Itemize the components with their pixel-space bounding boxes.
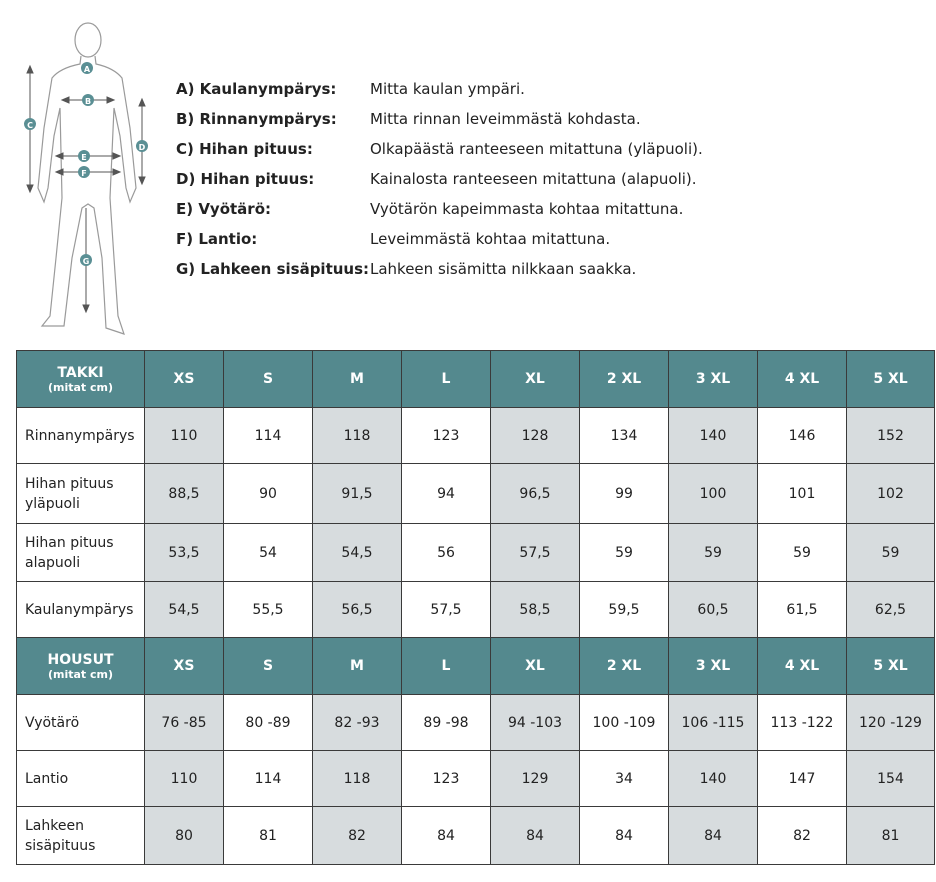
housut-header-row (17, 638, 935, 695)
table-cell: 110 (145, 751, 224, 807)
table-cell: 82 (758, 807, 847, 865)
table-cell: 147 (758, 751, 847, 807)
table-cell: 128 (491, 408, 580, 464)
table-cell: 34 (580, 751, 669, 807)
size-header-3: L (402, 638, 491, 695)
table-cell: 62,5 (847, 582, 935, 638)
marker-g-icon (80, 254, 92, 266)
size-header-0: XS (145, 351, 224, 408)
table-row (17, 695, 935, 751)
takki-header-title (17, 351, 145, 408)
marker-d-icon (136, 140, 148, 152)
table-cell: 84 (402, 807, 491, 865)
marker-c-label: C (27, 121, 33, 130)
housut-subtitle: (mitat cm) (47, 667, 114, 681)
marker-a-icon (81, 62, 93, 74)
row-label: Lantio (17, 751, 145, 807)
table-cell: 53,5 (145, 524, 224, 582)
legend-label: D) Hihan pituus: (176, 170, 315, 188)
table-cell: 114 (224, 408, 313, 464)
table-cell: 54,5 (145, 582, 224, 638)
marker-b-label: B (84, 97, 92, 106)
housut-header-title (17, 638, 145, 695)
table-cell: 59,5 (580, 582, 669, 638)
table-cell: 54 (224, 524, 313, 582)
table-cell: 91,5 (313, 464, 402, 524)
size-header-1: S (224, 638, 313, 695)
table-cell: 90 (224, 464, 313, 524)
row-label: Kaulanympärys (17, 582, 145, 638)
table-cell: 113 -122 (758, 695, 847, 751)
row-label: Lahkeen sisäpituus (17, 807, 145, 865)
legend-label: E) Vyötärö: (176, 200, 272, 218)
table-cell: 94 (402, 464, 491, 524)
table-cell: 59 (669, 524, 758, 582)
table-cell: 84 (491, 807, 580, 865)
table-cell: 101 (758, 464, 847, 524)
table-cell: 84 (669, 807, 758, 865)
table-cell: 55,5 (224, 582, 313, 638)
row-label: Rinnanympärys (17, 408, 145, 464)
marker-e-label: E (81, 153, 87, 162)
legend-label: A) Kaulanympärys: (176, 80, 337, 98)
takki-title: TAKKI (57, 364, 104, 381)
table-cell: 118 (313, 408, 402, 464)
table-row (17, 408, 935, 464)
table-cell: 154 (847, 751, 935, 807)
table-cell: 56 (402, 524, 491, 582)
table-cell: 114 (224, 751, 313, 807)
table-cell: 89 -98 (402, 695, 491, 751)
table-cell: 82 -93 (313, 695, 402, 751)
size-header-2: M (313, 351, 402, 408)
table-cell: 84 (580, 807, 669, 865)
table-cell: 58,5 (491, 582, 580, 638)
table-cell: 80 -89 (224, 695, 313, 751)
table-cell: 94 -103 (491, 695, 580, 751)
table-cell: 88,5 (145, 464, 224, 524)
table-cell: 59 (758, 524, 847, 582)
legend-desc: Kainalosta ranteeseen mitattuna (alapuoli). (370, 170, 697, 188)
body-measurement-figure (20, 8, 160, 338)
table-cell: 76 -85 (145, 695, 224, 751)
size-header-4: XL (491, 638, 580, 695)
table-row (17, 464, 935, 524)
human-figure-icon (20, 8, 160, 338)
size-header-5: 2 XL (580, 351, 669, 408)
takki-header-row (17, 351, 935, 408)
row-label: Vyötärö (17, 695, 145, 751)
table-cell: 118 (313, 751, 402, 807)
size-table (16, 350, 935, 865)
table-cell: 123 (402, 751, 491, 807)
table-cell: 99 (580, 464, 669, 524)
table-cell: 81 (224, 807, 313, 865)
size-table-body (17, 351, 935, 865)
table-cell: 110 (145, 408, 224, 464)
table-cell: 140 (669, 408, 758, 464)
table-cell: 100 -109 (580, 695, 669, 751)
legend-label: G) Lahkeen sisäpituus: (176, 260, 370, 278)
marker-b-icon (82, 94, 94, 106)
legend-desc: Mitta kaulan ympäri. (370, 80, 525, 98)
marker-e-icon (78, 150, 90, 162)
table-cell: 100 (669, 464, 758, 524)
marker-c-icon (24, 118, 36, 130)
size-header-7: 4 XL (758, 351, 847, 408)
legend-label: B) Rinnanympärys: (176, 110, 337, 128)
size-header-8: 5 XL (847, 638, 935, 695)
table-cell: 120 -129 (847, 695, 935, 751)
size-header-6: 3 XL (669, 351, 758, 408)
table-cell: 59 (580, 524, 669, 582)
table-cell: 82 (313, 807, 402, 865)
table-cell: 123 (402, 408, 491, 464)
size-header-4: XL (491, 351, 580, 408)
table-cell: 59 (847, 524, 935, 582)
table-cell: 56,5 (313, 582, 402, 638)
table-cell: 81 (847, 807, 935, 865)
marker-f-icon (78, 166, 90, 178)
table-row (17, 807, 935, 865)
table-cell: 57,5 (491, 524, 580, 582)
marker-g-label: G (82, 257, 90, 266)
table-cell: 60,5 (669, 582, 758, 638)
size-header-2: M (313, 638, 402, 695)
table-cell: 134 (580, 408, 669, 464)
table-cell: 102 (847, 464, 935, 524)
takki-subtitle: (mitat cm) (47, 380, 114, 394)
housut-title: HOUSUT (47, 651, 114, 668)
row-label: Hihan pituus yläpuoli (17, 464, 145, 524)
table-row (17, 582, 935, 638)
size-header-5: 2 XL (580, 638, 669, 695)
size-header-0: XS (145, 638, 224, 695)
size-header-3: L (402, 351, 491, 408)
table-cell: 57,5 (402, 582, 491, 638)
table-cell: 106 -115 (669, 695, 758, 751)
legend-desc: Vyötärön kapeimmasta kohtaa mitattuna. (370, 200, 684, 218)
table-cell: 61,5 (758, 582, 847, 638)
size-header-7: 4 XL (758, 638, 847, 695)
legend-label: C) Hihan pituus: (176, 140, 313, 158)
table-cell: 80 (145, 807, 224, 865)
marker-a-label: A (83, 65, 91, 74)
size-header-8: 5 XL (847, 351, 935, 408)
legend-label: F) Lantio: (176, 230, 258, 248)
table-row (17, 751, 935, 807)
row-label: Hihan pituus alapuoli (17, 524, 145, 582)
legend-desc: Leveimmästä kohtaa mitattuna. (370, 230, 611, 248)
table-cell: 146 (758, 408, 847, 464)
table-row (17, 524, 935, 582)
table-cell: 129 (491, 751, 580, 807)
marker-f-label: F (81, 169, 87, 178)
table-cell: 96,5 (491, 464, 580, 524)
size-header-1: S (224, 351, 313, 408)
size-header-6: 3 XL (669, 638, 758, 695)
legend-desc: Olkapäästä ranteeseen mitattuna (yläpuoli). (370, 140, 703, 158)
legend-desc: Mitta rinnan leveimmästä kohdasta. (370, 110, 641, 128)
table-cell: 140 (669, 751, 758, 807)
legend-desc: Lahkeen sisämitta nilkkaan saakka. (370, 260, 637, 278)
marker-d-label: D (138, 143, 146, 152)
table-cell: 152 (847, 408, 935, 464)
table-cell: 54,5 (313, 524, 402, 582)
